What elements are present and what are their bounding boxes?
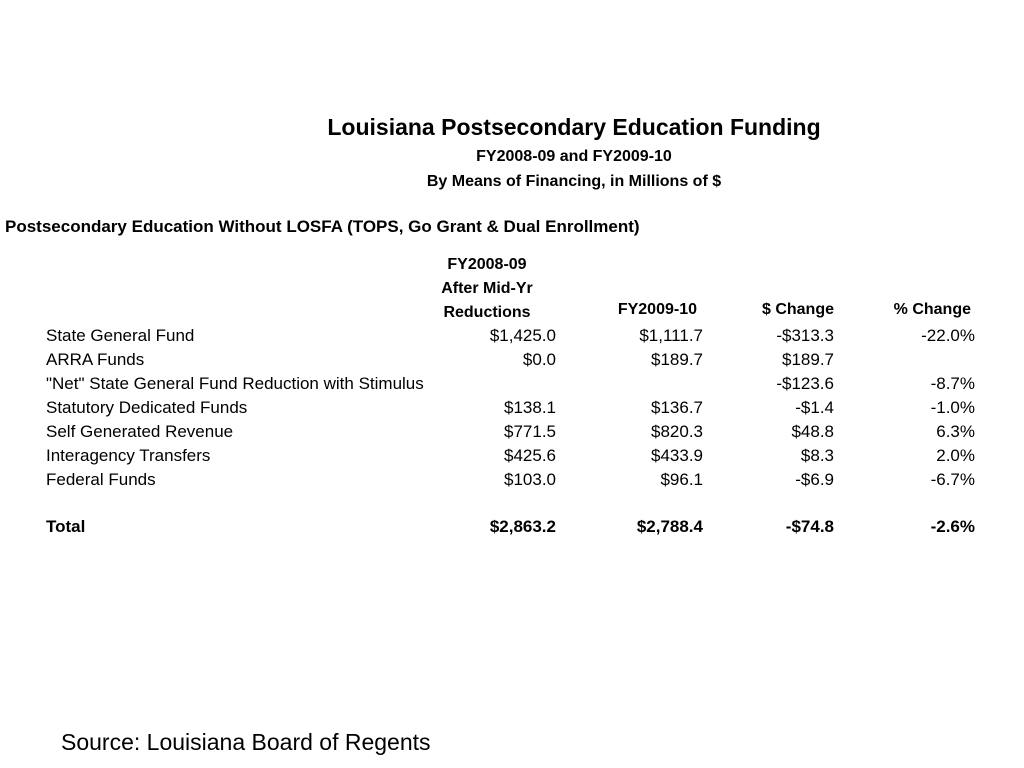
cell-fy0809: $771.5: [504, 422, 556, 441]
table-row: [0, 398, 1024, 422]
cell-fy0809: $138.1: [504, 398, 556, 417]
column-header-fy0809-line3: Reductions: [443, 304, 531, 321]
cell-percent-change: 2.0%: [936, 446, 975, 465]
cell-fy0910: $433.9: [651, 446, 703, 465]
column-header-dollar-change: $ Change: [761, 301, 834, 318]
row-label: ARRA Funds: [46, 350, 145, 369]
cell-dollar-change: -$6.9: [795, 470, 834, 489]
cell-dollar-change: $8.3: [800, 446, 834, 465]
total-percent-change: -2.6%: [930, 517, 975, 536]
table-row: [0, 374, 1024, 398]
total-dollar-change: -$74.8: [785, 517, 834, 536]
cell-fy0910: $820.3: [651, 422, 703, 441]
cell-fy0910: $136.7: [651, 398, 703, 417]
cell-fy0809: $103.0: [504, 470, 556, 489]
cell-dollar-change: -$313.3: [776, 326, 834, 345]
cell-percent-change: 6.3%: [936, 422, 975, 441]
column-header-fy0910: FY2009-10: [617, 301, 697, 318]
total-label: Total: [46, 517, 86, 536]
cell-fy0910: $189.7: [651, 350, 703, 369]
cell-percent-change: -8.7%: [930, 374, 975, 393]
cell-fy0809: $1,425.0: [489, 326, 556, 345]
table-row: [0, 350, 1024, 374]
source-note: Source: Louisiana Board of Regents: [61, 729, 431, 755]
row-label: "Net" State General Fund Reduction with Stimulus: [46, 374, 424, 393]
table-total-row: [0, 517, 1024, 541]
row-label: Interagency Transfers: [46, 446, 211, 465]
total-fy0910: $2,788.4: [636, 517, 703, 536]
table-row: [0, 446, 1024, 470]
column-header-fy0809-line2: After Mid-Yr: [441, 280, 533, 297]
cell-fy0809: $425.6: [504, 446, 556, 465]
column-header-percent-change: % Change: [893, 301, 971, 318]
page-subtitle: FY2008-09 and FY2009-10: [476, 148, 672, 165]
table-row: [0, 422, 1024, 446]
row-label: Self Generated Revenue: [46, 422, 234, 441]
cell-percent-change: -1.0%: [930, 398, 975, 417]
page-title: Louisiana Postsecondary Education Funding: [327, 114, 821, 140]
row-label: Statutory Dedicated Funds: [46, 398, 248, 417]
cell-percent-change: -6.7%: [930, 470, 975, 489]
cell-percent-change: -22.0%: [921, 326, 975, 345]
cell-fy0910: $1,111.7: [639, 326, 703, 345]
total-fy0809: $2,863.2: [489, 517, 556, 536]
page-subtitle-units: By Means of Financing, in Millions of $: [426, 173, 722, 190]
cell-dollar-change: -$1.4: [795, 398, 834, 417]
cell-fy0809: $0.0: [522, 350, 556, 369]
table-row: [0, 470, 1024, 494]
section-heading: Postsecondary Education Without LOSFA (TOPS, Go Grant & Dual Enrollment): [5, 217, 640, 236]
cell-dollar-change: $189.7: [782, 350, 834, 369]
cell-fy0910: $96.1: [660, 470, 703, 489]
column-header-fy0809: [420, 253, 554, 325]
row-label: State General Fund: [46, 326, 195, 345]
cell-dollar-change: -$123.6: [776, 374, 834, 393]
column-header-fy0809-line1: FY2008-09: [447, 256, 527, 273]
table-row: [0, 326, 1024, 350]
cell-dollar-change: $48.8: [791, 422, 834, 441]
row-label: Federal Funds: [46, 470, 156, 489]
